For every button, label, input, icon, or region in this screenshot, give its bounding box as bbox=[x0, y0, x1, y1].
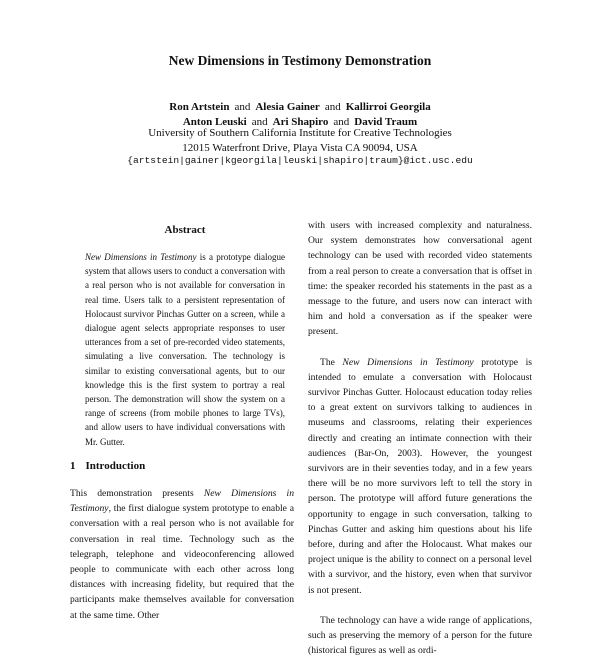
right-column bbox=[308, 218, 532, 658]
intro-body: , the first dialogue system prototype to enable a conversation with a real person who is not available for conversation in real time. Technology such as the telegraph, telephone and videoconferencing allowed people to communicate with each other across long distances with increasing fidelity, but required that the participants make themselves available for conversation at the same time. Other bbox=[70, 503, 294, 621]
abstract-body: is a prototype dialogue system that allows users to conduct a conversation with a real person who is not available for conversation in real time. Users talk to a persistent representation of Holocaust survivor Pinchas Gutter on a screen, while a dialogue agent selects appropriate responses to user utterances from a set of pre-recorded video statements, simulating a live conversation. The technology is similar to existing conversational agents, but to our knowledge this is the first system to portray a real person. The demonstration will show the system on a range of screens (from mobile phones to large TVs), and allow users to have individual conversations with Mr. Gutter. bbox=[85, 252, 286, 447]
abstract-heading: Abstract bbox=[164, 224, 206, 236]
abstract-text bbox=[85, 250, 285, 449]
author-name: Kallirroi Georgila bbox=[345, 101, 431, 113]
conjunction: and bbox=[251, 115, 268, 128]
conjunction: and bbox=[333, 115, 350, 128]
system-name-italic: New Dimensions in Testimony bbox=[85, 252, 197, 262]
author-name: David Traum bbox=[354, 115, 418, 128]
paragraph bbox=[308, 355, 532, 598]
system-name-italic: New Dimensions in Testimony bbox=[70, 488, 294, 515]
author-name: Ari Shapiro bbox=[272, 115, 329, 128]
intro-lead: This demonstration presents bbox=[70, 488, 204, 499]
paper-title: New Dimensions in Testimony Demonstration bbox=[168, 53, 432, 68]
paragraph-body: prototype is intended to emulate a conversation with Holocaust survivor Pinchas Gutter. Holocaust education today relies to a great extent on survivors talking to audiences in museums and classrooms, relating their experiences directly and creating an intimate connection with their audiences (Bar-On, 2003). However, the youngest survivors are in their seventies today, and in a few years there will be no more survivors left to tell the story in person. The prototype will afford future generations the opportunity to engage in such conversation, talking to Pinchas Gutter and asking him questions about his life before, during and after the Holocaust. What makes our project unique is the ability to connect on a personal level with a survivor, and the history, even when that survivor is not present. bbox=[308, 356, 532, 596]
address: 12015 Waterfront Drive, Playa Vista CA 90094, USA bbox=[182, 141, 418, 154]
author-name: Alesia Gainer bbox=[255, 101, 320, 113]
system-name-italic: New Dimensions in Testimony bbox=[342, 356, 474, 368]
paragraph: The technology can have a wide range of applications, such as preserving the memory of a person for the future (historical figures as well as ordi- bbox=[308, 614, 532, 657]
section-heading bbox=[70, 460, 294, 472]
authors-line-1 bbox=[0, 100, 600, 115]
paragraph-lead: The bbox=[320, 356, 343, 368]
affiliation: University of Southern California Institute for Creative Technologies bbox=[148, 127, 452, 139]
section-title: Introduction bbox=[85, 460, 146, 472]
conjunction: and bbox=[324, 101, 341, 113]
author-name: Anton Leuski bbox=[182, 115, 247, 128]
conjunction: and bbox=[234, 101, 251, 113]
author-name: Ron Artstein bbox=[169, 101, 230, 113]
section-number: 1 bbox=[70, 460, 76, 472]
author-emails: {artstein|gainer|kgeorgila|leuski|shapiro|traum}@ict.usc.edu bbox=[127, 155, 473, 166]
introduction-paragraph bbox=[70, 486, 294, 623]
paragraph: with users with increased complexity and naturalness. Our system demonstrates how conversational agent technology can be used with recorded video statements from a real person to create a conversation that is offset in time: the speaker recorded his statements in the past as a message to the future, and users now can interact with him and hold a conversation as if the speaker were present. bbox=[308, 220, 532, 338]
